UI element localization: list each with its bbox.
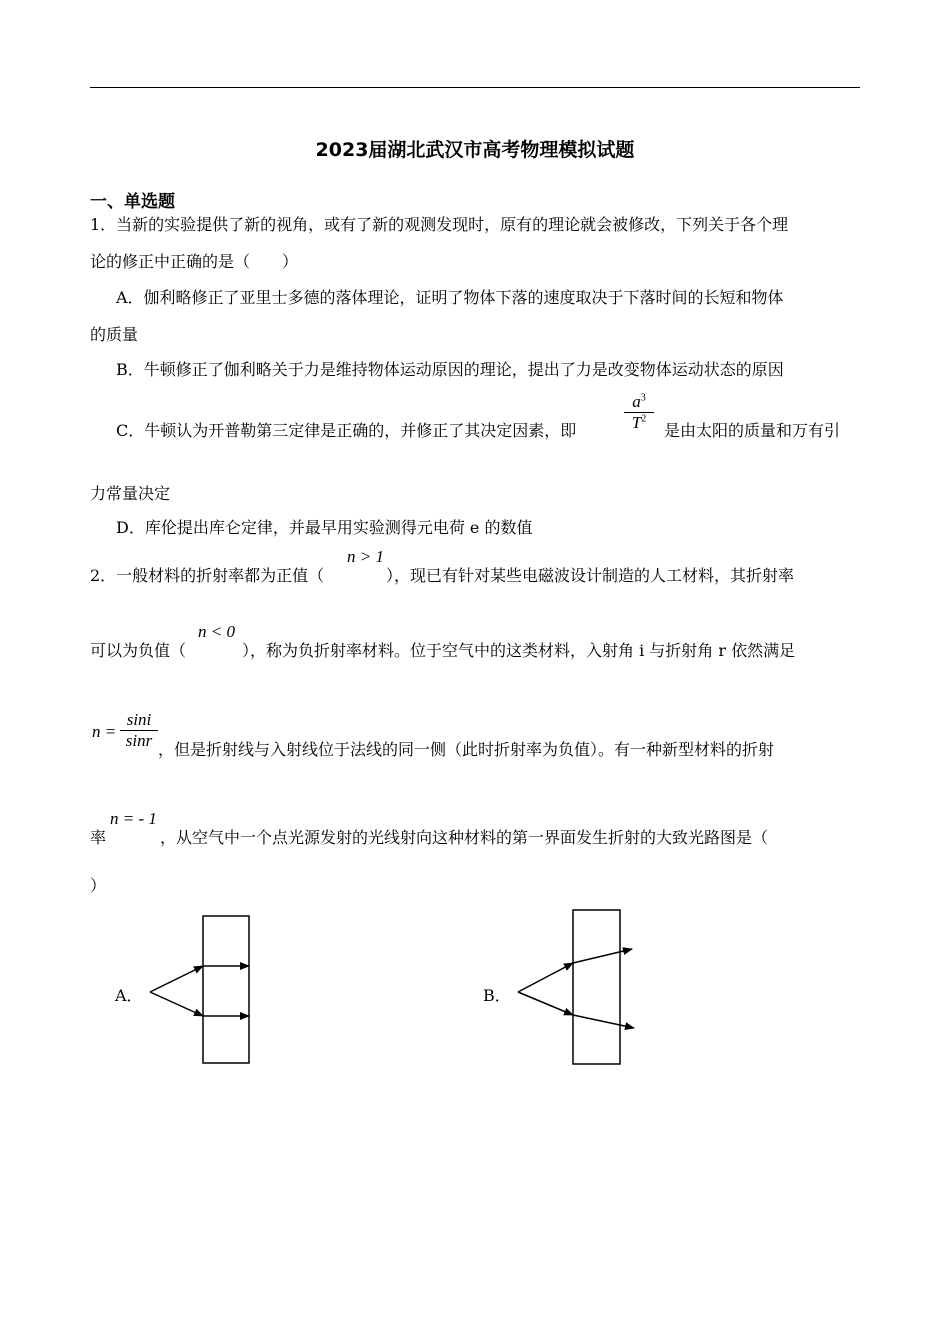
- incident-ray-lower: [518, 992, 573, 1015]
- q1-option-a-line-1: A．伽利略修正了亚里士多德的落体理论，证明了物体下落的速度取决于下落时间的长短和物体: [116, 288, 784, 307]
- q2-stem-line-3b: ，但是折射线与入射线位于法线的同一侧（此时折射率为负值）。有一种新型材料的折射: [158, 740, 775, 759]
- q2-math-n-lt-0: n < 0: [198, 622, 235, 641]
- q2-stem-line-2a: 可以为负值（: [90, 641, 187, 660]
- q1-option-c-line-1a: C．牛顿认为开普勒第三定律是正确的，并修正了其决定因素，即: [116, 421, 577, 440]
- refracted-ray-lower: [573, 1015, 634, 1028]
- q2-math-n-minus-1: n = - 1: [110, 809, 157, 828]
- fraction-denominator: T: [631, 413, 642, 432]
- snell-numerator: sini: [126, 710, 152, 729]
- q2-option-a-diagram: [140, 905, 260, 1075]
- q2-stem-line-4a: 率: [90, 828, 107, 847]
- medium-slab: [203, 916, 249, 1063]
- q1-option-a-line-2: 的质量: [90, 325, 139, 344]
- medium-slab: [573, 910, 620, 1064]
- incident-ray-upper: [518, 963, 573, 992]
- numerator-exponent: 3: [640, 392, 646, 404]
- snell-denominator: sinr: [125, 731, 153, 750]
- kepler-fraction: [624, 392, 654, 433]
- q2-stem-line-4b: ，从空气中一个点光源发射的光线射向这种材料的第一界面发生折射的大致光路图是（: [160, 828, 769, 847]
- q2-option-a-label: A．: [115, 986, 143, 1005]
- q2-math-n-gt-1: n > 1: [347, 547, 384, 566]
- q2-stem-line-5: ）: [90, 876, 107, 895]
- q2-option-b-diagram: [508, 900, 648, 1075]
- q1-option-b: B．牛顿修正了伽利略关于力是维持物体运动原因的理论，提出了力是改变物体运动状态的原因: [116, 360, 784, 379]
- denominator-exponent: 2: [641, 413, 647, 425]
- q1-option-d: D．库伦提出库仑定律，并最早用实验测得元电荷 e 的数值: [116, 518, 533, 537]
- incident-ray-upper: [150, 966, 203, 992]
- q1-option-c-line-1b: 是由太阳的质量和万有引: [664, 421, 841, 440]
- q1-stem-line-1: 1．当新的实验提供了新的视角，或有了新的观测发现时，原有的理论就会被修改，下列关于各个理: [90, 215, 789, 234]
- q2-stem-line-1b: ），现已有针对某些电磁波设计制造的人工材料，其折射率: [386, 566, 795, 585]
- refracted-ray-upper: [573, 949, 632, 963]
- q1-stem-line-2: 论的修正中正确的是（ ）: [90, 252, 299, 271]
- section-heading: 一、单选题: [90, 192, 175, 212]
- snell-fraction: [120, 710, 158, 751]
- q2-stem-line-2b: ），称为负折射率材料。位于空气中的这类材料，入射角 i 与折射角 r 依然满足: [242, 641, 796, 660]
- q2-option-b-label: B．: [483, 986, 511, 1005]
- incident-ray-lower: [150, 992, 203, 1016]
- q2-stem-line-1a: 2．一般材料的折射率都为正值（: [90, 566, 325, 585]
- q1-option-c-line-2: 力常量决定: [90, 484, 171, 503]
- fraction-numerator: a: [632, 392, 641, 411]
- q2-math-n-equals: n =: [92, 722, 117, 741]
- page-title: 2023届湖北武汉市高考物理模拟试题: [315, 139, 635, 161]
- header-rule: [90, 87, 860, 88]
